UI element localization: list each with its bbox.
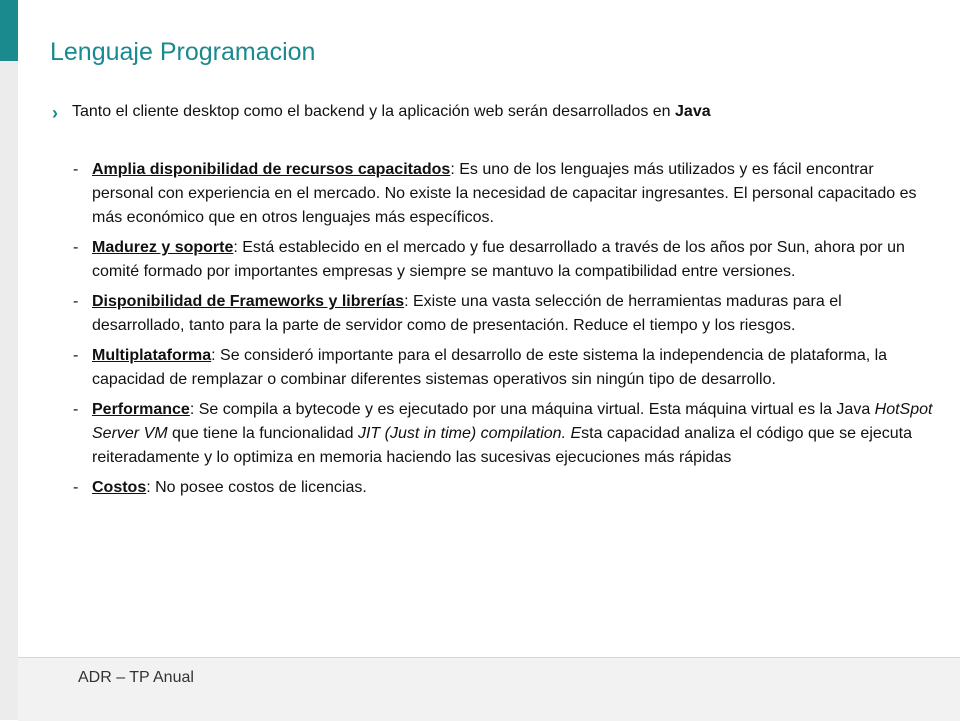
item-term: Amplia disponibilidad de recursos capacitados bbox=[92, 161, 451, 178]
dash-bullet: - bbox=[73, 161, 79, 178]
feature-list bbox=[73, 158, 933, 506]
item-term: Performance bbox=[92, 401, 190, 418]
list-item bbox=[73, 476, 933, 500]
lead-bullet bbox=[52, 100, 932, 124]
item-text: : Está establecido en el mercado y fue desarrollado a través de los años por Sun, ahora por un comité formado por importantes empresas y siempre se mantuvo la compatibilidad entre versiones. bbox=[92, 239, 905, 280]
item-text: sta capacidad analiza el código que se ejecuta reiteradamente y lo optimiza en memoria haciendo las sucesivas ejecuciones más rápidas bbox=[92, 425, 913, 466]
accent-block bbox=[0, 0, 18, 61]
dash-bullet: - bbox=[73, 479, 79, 496]
left-sidebar-strip bbox=[0, 0, 18, 720]
item-italic: JIT (Just in time) compilation. E bbox=[357, 425, 582, 442]
lead-text bbox=[72, 100, 932, 124]
item-term: Disponibilidad de Frameworks y librerías bbox=[92, 293, 405, 310]
dash-bullet: - bbox=[73, 239, 79, 256]
slide-title: Lenguaje Programacion bbox=[50, 38, 316, 66]
lead-bold: Java bbox=[675, 103, 711, 120]
list-item bbox=[73, 236, 933, 284]
footer-bar bbox=[18, 657, 960, 721]
item-term: Multiplataforma bbox=[92, 347, 212, 364]
list-item bbox=[73, 398, 933, 470]
list-item bbox=[73, 158, 933, 230]
item-term: Costos bbox=[92, 479, 147, 496]
dash-bullet: - bbox=[73, 293, 79, 310]
dash-bullet: - bbox=[73, 401, 79, 418]
item-text: que tiene la funcionalidad bbox=[167, 425, 358, 442]
dash-bullet: - bbox=[73, 347, 79, 364]
lead-body: Tanto el cliente desktop como el backend y la aplicación web serán desarrollados en bbox=[72, 103, 676, 120]
item-text: : Se consideró importante para el desarrollo de este sistema la independencia de plataforma, la capacidad de remplazar o combinar diferentes sistemas operativos sin ningún tipo de desarrollo. bbox=[92, 347, 888, 388]
item-text: : Se compila a bytecode y es ejecutado por una máquina virtual. Esta máquina virtual es la Java bbox=[189, 401, 875, 418]
item-italic: HotSpot Server VM bbox=[92, 401, 933, 442]
item-text: : No posee costos de licencias. bbox=[146, 479, 367, 496]
list-item bbox=[73, 290, 933, 338]
list-item bbox=[73, 344, 933, 392]
chevron-right-icon: › bbox=[52, 103, 58, 123]
item-text: : Existe una vasta selección de herramientas maduras para el desarrollado, tanto para la parte de servidor como de presentación. Reduce el tiempo y los riesgos. bbox=[92, 293, 842, 334]
item-term: Madurez y soporte bbox=[92, 239, 234, 256]
footer-text: ADR – TP Anual bbox=[78, 669, 194, 686]
item-text: : Es uno de los lenguajes más utilizados y es fácil encontrar personal con experiencia en el mercado. No existe la necesidad de capacitar ingresantes. El personal capacitado es más económico que en otros lenguajes más específicos. bbox=[92, 161, 917, 226]
